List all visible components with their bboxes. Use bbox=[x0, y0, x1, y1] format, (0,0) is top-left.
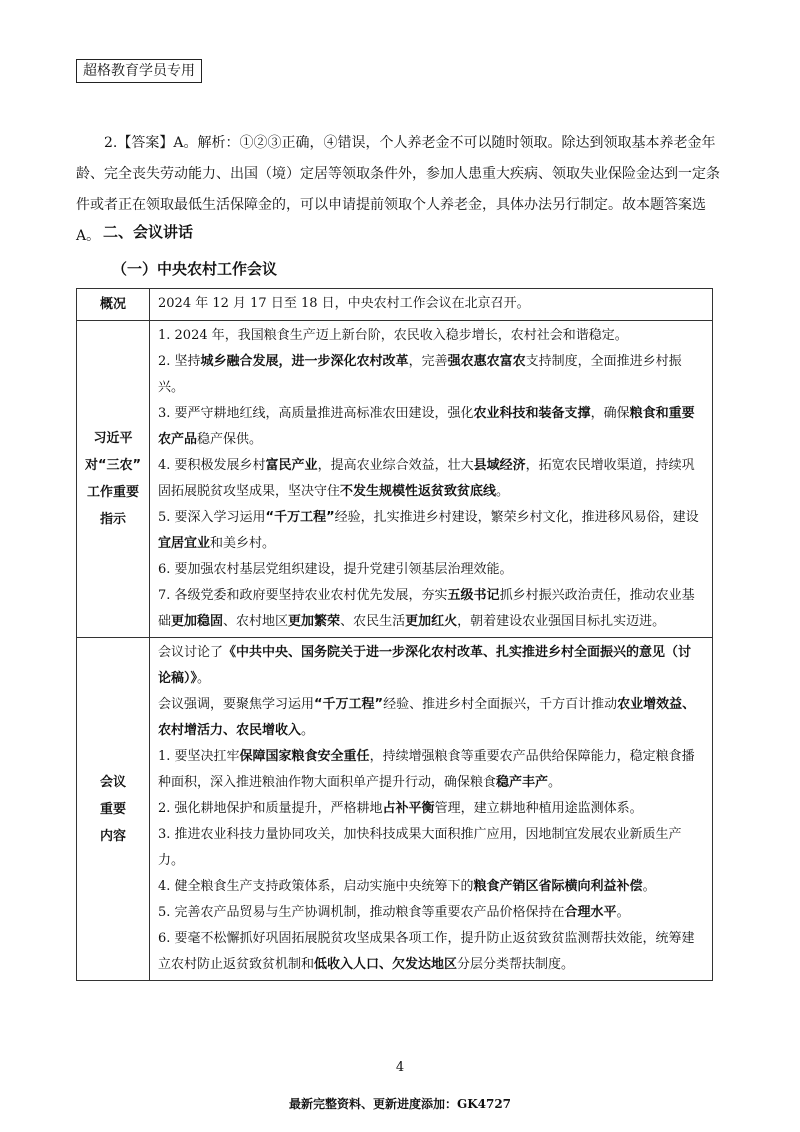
emphasis-text: 粮食和重要农产品 bbox=[158, 406, 695, 447]
body-text: 支持制度，全面推进乡村振兴。 bbox=[158, 354, 682, 395]
row-label-line: 概况 bbox=[99, 297, 126, 312]
row-label-line: 对“三农” bbox=[84, 458, 142, 473]
content-item bbox=[158, 926, 704, 978]
header-tag: 超格教育学员专用 bbox=[76, 59, 202, 83]
emphasis-text: 粮食产销区省际横向利益补偿 bbox=[473, 879, 643, 894]
body-text: 管理，建立耕地种植用途监测体系。 bbox=[434, 801, 643, 816]
content-item bbox=[158, 291, 704, 317]
page-number: 4 bbox=[395, 1060, 405, 1075]
emphasis-text: 富民产业 bbox=[265, 458, 318, 473]
content-item bbox=[158, 505, 704, 557]
emphasis-text: 不发生规模性返贫致贫底线 bbox=[340, 484, 497, 499]
content-item bbox=[158, 874, 704, 900]
emphasis-text: 五级书记 bbox=[447, 588, 500, 603]
row-label-line: 内容 bbox=[99, 828, 126, 844]
body-text: 、农民生活 bbox=[340, 614, 406, 629]
emphasis-text: 城乡融合发展，进一步深化农村改革 bbox=[200, 354, 409, 369]
content-item bbox=[158, 323, 704, 349]
body-text: 1. 2024 年，我国粮食生产迈上新台阶，农民收入稳步增长，农村社会和谐稳定。 bbox=[158, 328, 628, 343]
body-text: 3. 推进农业科技力量协同攻关，加快科技成果大面积推广应用，因地制宜发展农业新质生产力。 bbox=[158, 827, 682, 868]
emphasis-text: 宜居宜业 bbox=[158, 536, 211, 551]
row-label-line: 工作重要 bbox=[86, 485, 139, 500]
body-text: 抓乡村振兴政治责任，推动农业基础 bbox=[158, 588, 695, 629]
content-item bbox=[158, 692, 704, 744]
content-item bbox=[158, 349, 704, 401]
emphasis-text: 县域经济 bbox=[473, 458, 526, 473]
content-item bbox=[158, 744, 704, 796]
body-text: ，朝着建设农业强国目标扎实迈进。 bbox=[457, 614, 666, 629]
body-text: 经验，扎实推进乡村建设，繁荣乡村文化，推进移风易俗，建设 bbox=[334, 510, 699, 525]
content-item bbox=[158, 557, 704, 583]
body-text: 4. 要积极发展乡村 bbox=[158, 458, 266, 473]
emphasis-text: 保障国家粮食安全重任 bbox=[239, 749, 370, 764]
table-row bbox=[77, 321, 713, 638]
content-item bbox=[158, 401, 704, 453]
subsection-title: （一）中央农村工作会议 bbox=[112, 260, 278, 278]
body-text: 2. 强化耕地保护和质量提升，严格耕地 bbox=[158, 801, 383, 816]
body-text: 、农村地区 bbox=[223, 614, 289, 629]
body-text: ，持续增强粮食等重要农产品供给保障能力，稳定粮食播种面积，深入推进粮油作物大面积单产提升行动，确保粮食 bbox=[158, 749, 695, 790]
emphasis-text: “千万工程” bbox=[314, 697, 384, 712]
emphasis-text: 合理水平 bbox=[564, 905, 617, 920]
emphasis-text: 农业增效益、农村增活力、农民增收入 bbox=[158, 697, 696, 738]
body-text: 会议讨论了 bbox=[158, 645, 224, 660]
table-row bbox=[77, 638, 713, 981]
row-label bbox=[77, 321, 150, 638]
body-text: 2. 坚持 bbox=[158, 354, 201, 369]
content-item bbox=[158, 583, 704, 635]
body-text: 5. 要深入学习运用 bbox=[158, 510, 266, 525]
body-text: 6. 要加强农村基层党组织建设，提升党建引领基层治理效能。 bbox=[158, 562, 513, 577]
body-text: 和美乡村。 bbox=[210, 536, 276, 551]
row-label-line: 指示 bbox=[99, 512, 126, 527]
emphasis-text: 更加繁荣 bbox=[288, 614, 341, 629]
body-text: 5. 完善农产品贸易与生产协调机制，推动粮食等重要农产品价格保持在 bbox=[158, 905, 565, 920]
body-text: 稳产保供。 bbox=[197, 432, 263, 447]
body-text: ，完善 bbox=[408, 354, 448, 369]
emphasis-text: 占补平衡 bbox=[382, 801, 435, 816]
emphasis-text: 强农惠农富农 bbox=[447, 354, 526, 369]
body-text: ，拓宽农民增收渠道，持续巩固拓展脱贫攻坚成果，坚决守住 bbox=[158, 458, 695, 499]
row-content bbox=[150, 289, 713, 321]
content-item bbox=[158, 453, 704, 505]
body-text: ，提高农业综合效益，壮大 bbox=[317, 458, 474, 473]
emphasis-text: 《中共中央、国务院关于进一步深化农村改革、扎实推进乡村全面振兴的意见（讨论稿）》 bbox=[158, 645, 692, 686]
body-text: 。 bbox=[642, 879, 656, 894]
emphasis-text: 低收入人口、欠发达地区 bbox=[314, 957, 458, 972]
answer-paragraph: 2.【答案】A。解析：①②③正确，④错误，个人养老金不可以随时领取。除达到领取基本养老金年龄、完全丧失劳动能力、出国（境）定居等领取条件外，参加人患重大疾病、领取失业保险金达到一定条件或者正在领取最低生活保障金的，可以申请提前领取个人养老金，具体办法另行制定。故本题答案选 A。 bbox=[76, 135, 720, 244]
footer-text: 最新完整资料、更新进度添加：GK4727 bbox=[288, 1097, 512, 1111]
row-label-line: 会议 bbox=[99, 774, 126, 790]
emphasis-text: 更加红火 bbox=[405, 614, 458, 629]
section-title: 二、会议讲话 bbox=[103, 223, 194, 241]
row-content bbox=[150, 638, 713, 981]
body-text: 经验、推进乡村全面振兴，千方百计推动 bbox=[383, 697, 618, 712]
content-item bbox=[158, 796, 704, 822]
row-content bbox=[150, 321, 713, 638]
body-text: 。 bbox=[197, 671, 211, 686]
content-item bbox=[158, 640, 704, 692]
body-text: 。 bbox=[548, 775, 562, 790]
content-item bbox=[158, 822, 704, 874]
body-text: 2024 年 12 月 17 日至 18 日，中央农村工作会议在北京召开。 bbox=[158, 296, 530, 311]
emphasis-text: “千万工程” bbox=[265, 510, 335, 525]
emphasis-text: 更加稳固 bbox=[171, 614, 224, 629]
body-text: 6. 要毫不松懈抓好巩固拓展脱贫攻坚成果各项工作，提升防止返贫致贫监测帮扶效能，统筹建立农村防止返贫致贫机制和 bbox=[158, 931, 695, 972]
body-text: 1. 要坚决扛牢 bbox=[158, 749, 240, 764]
body-text: 。 bbox=[616, 905, 630, 920]
emphasis-text: 农业科技和装备支撑 bbox=[473, 406, 591, 421]
content-item bbox=[158, 900, 704, 926]
body-text: 4. 健全粮食生产支持政策体系，启动实施中央统筹下的 bbox=[158, 879, 474, 894]
emphasis-text: 稳产丰产 bbox=[496, 775, 549, 790]
body-text: 。 bbox=[301, 723, 315, 738]
row-label bbox=[77, 289, 150, 321]
body-text: 分层分类帮扶制度。 bbox=[457, 957, 575, 972]
body-text: 3. 要严守耕地红线，高质量推进高标准农田建设，强化 bbox=[158, 406, 474, 421]
body-text: ，确保 bbox=[590, 406, 630, 421]
row-label bbox=[77, 638, 150, 981]
body-text: 7. 各级党委和政府要坚持农业农村优先发展，夯实 bbox=[158, 588, 448, 603]
row-label-line: 重要 bbox=[99, 801, 126, 817]
meeting-table bbox=[76, 288, 713, 981]
body-text: 。 bbox=[496, 484, 510, 499]
table-row bbox=[77, 289, 713, 321]
body-text: 会议强调，要聚焦学习运用 bbox=[158, 697, 315, 712]
row-label-line: 习近平 bbox=[93, 431, 133, 446]
